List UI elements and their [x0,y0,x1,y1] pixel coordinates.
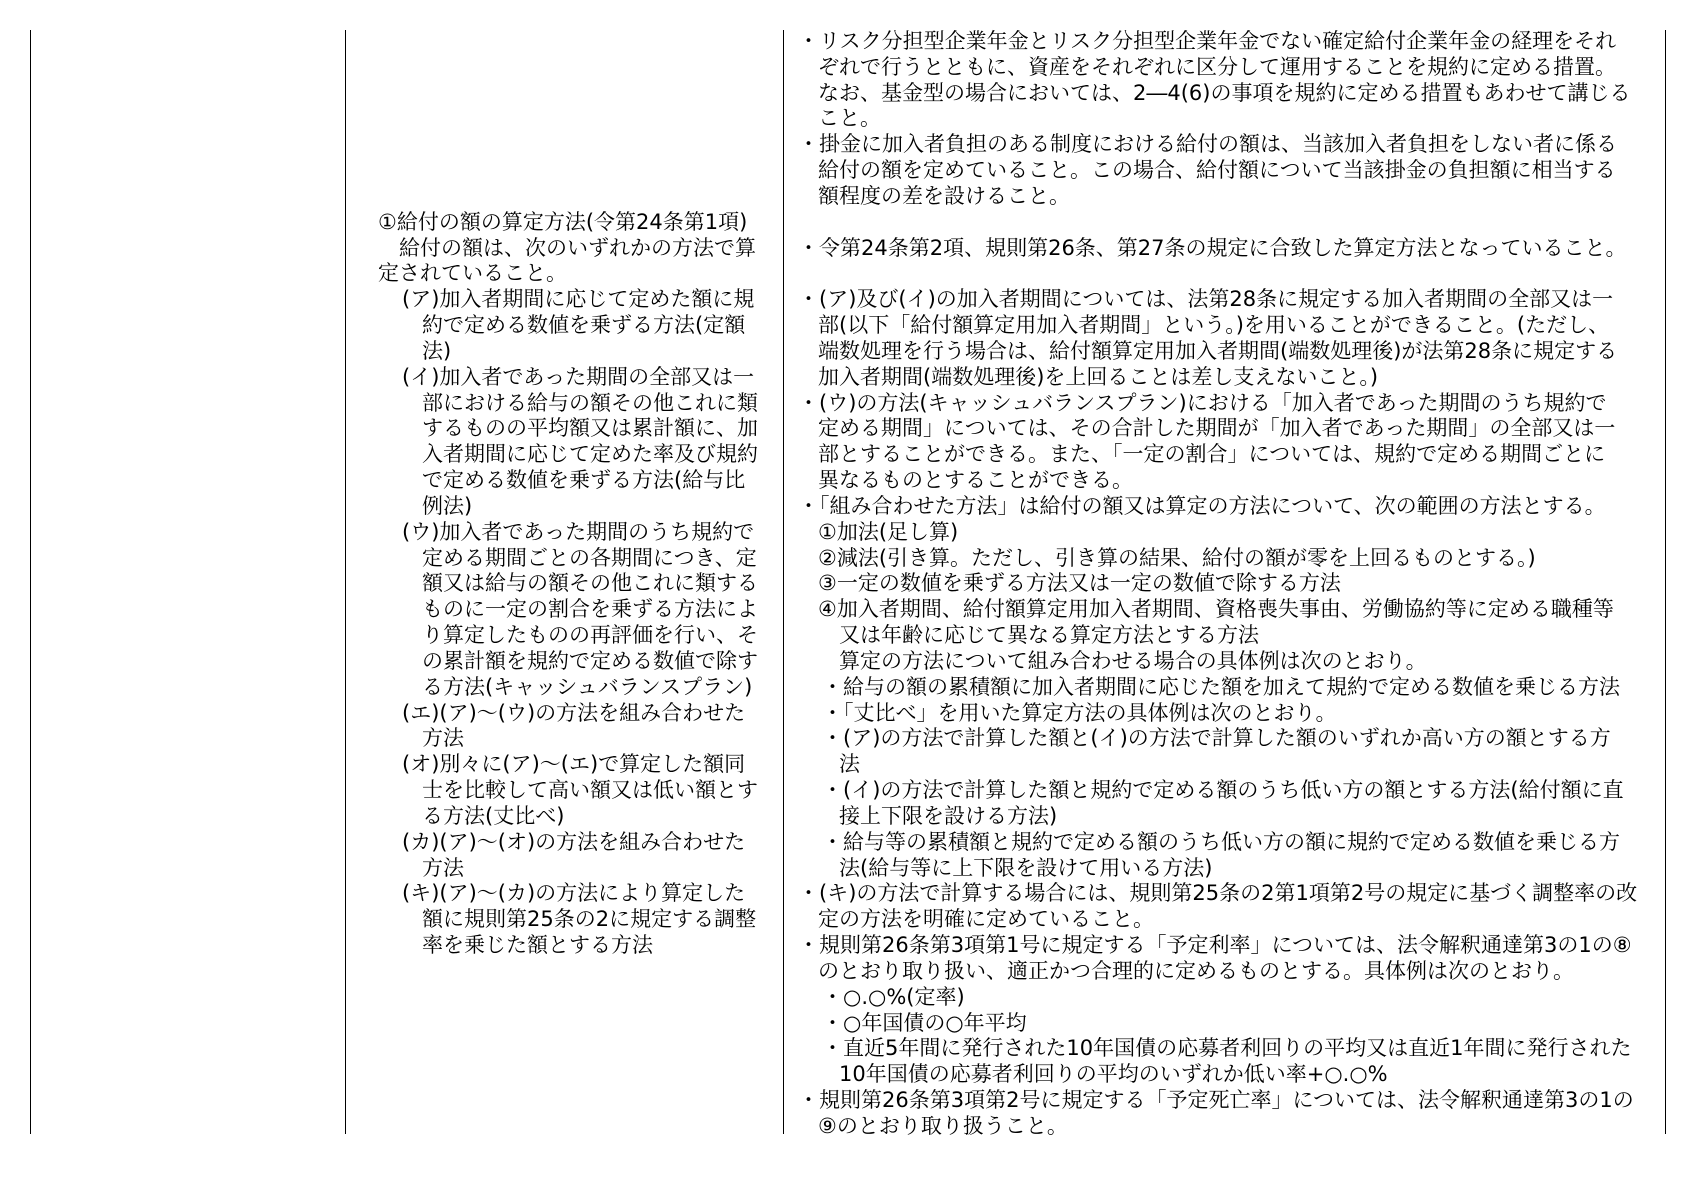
criteria-text-line: 方法 [422,726,464,751]
note-text-line: 部とすることができる。また、「一定の割合」については、規約で定める期間ごとに [818,442,1606,467]
note-text-line: ・(キ)の方法で計算する場合には、規則第25条の2第1項第2号の規定に基づく調整率の改 [798,881,1638,906]
note-text-line: ・規則第26条第3項第2号に規定する「予定死亡率」については、法令解釈通達第3の1の [798,1088,1634,1113]
criteria-text-line: するものの平均額又は累計額に、加 [422,416,758,441]
criteria-text-line: 率を乗じた額とする方法 [422,933,653,958]
note-text-line: ・(ウ)の方法(キャッシュバランスプラン)における「加入者であった期間のうち規約で [798,390,1607,415]
criteria-text-line: 額又は給与の額その他これに類する [422,571,758,596]
note-text-line: こと。 [818,106,881,131]
criteria-text-line: 定める期間ごとの各期間につき、定 [422,545,757,570]
note-text-line: 部(以下「給付額算定用加入者期間」という。)を用いることができること。(ただし、 [818,313,1610,338]
criteria-text-line: 約で定める数値を乗ずる方法(定額 [422,313,746,338]
note-text-line: 又は年齢に応じて異なる算定方法とする方法 [839,623,1259,648]
criteria-text-line: (カ)(ア)～(オ)の方法を組み合わせた [402,829,746,854]
note-text-line: 10年国債の応募者利回りの平均のいずれか低い率+○.○% [839,1062,1388,1087]
note-text-line: ・○年国債の○年平均 [822,1010,1027,1035]
note-text-line: 給付の額を定めていること。この場合、給付額について当該掛金の負担額に相当する [818,158,1616,183]
note-text-line: 定の方法を明確に定めていること。 [818,907,1154,932]
criteria-text-line: 入者期間に応じて定めた率及び規約 [422,442,758,467]
criteria-text-line: で定める数値を乗ずる方法(給与比 [422,468,746,493]
note-text-line: ・掛金に加入者負担のある制度における給付の額は、当該加入者負担をしない者に係る [798,132,1617,157]
criteria-text-line: り算定したものの再評価を行い、そ [422,623,758,648]
table-border-right [1665,30,1666,1134]
note-text-line: のとおり取り扱い、適正かつ合理的に定めるものとする。具体例は次のとおり。 [818,958,1574,983]
criteria-text-line: 例法) [422,493,473,518]
note-text-line: ・(ア)及び(イ)の加入者期間については、法第28条に規定する加入者期間の全部又は一 [798,287,1614,312]
note-text-line: ・直近5年間に発行された10年国債の応募者利回りの平均又は直近1年間に発行された [822,1036,1632,1061]
note-text-line: 加入者期間(端数処理後)を上回ることは差し支えないこと。) [818,364,1379,389]
criteria-text-line: の累計額を規約で定める数値で除す [422,648,758,673]
criteria-text-line: る方法(丈比べ) [422,803,565,828]
note-text-line: 定める期間」については、その合計した期間が「加入者であった期間」の全部又は一 [818,416,1616,441]
note-text-line: 額程度の差を設けること。 [818,183,1070,208]
note-text-line: 端数処理を行う場合は、給付額算定用加入者期間(端数処理後)が法第28条に規定する [818,338,1618,363]
criteria-text-line: 額に規則第25条の2に規定する調整 [422,907,757,932]
criteria-text-line: ものに一定の割合を乗ずる方法によ [422,597,758,622]
note-text-line: ①加法(足し算) [818,519,959,544]
note-text-line: 法(給与等に上下限を設けて用いる方法) [839,855,1213,880]
note-text-line: ・リスク分担型企業年金とリスク分担型企業年金でない確定給付企業年金の経理をそれ [798,29,1617,53]
note-text-line: 接上下限を設ける方法) [839,803,1058,828]
criteria-text-line: 方法 [422,855,464,880]
criteria-text-line: (ア)加入者期間に応じて定めた額に規 [402,287,755,312]
note-text-line: ・給与の額の累積額に加入者期間に応じた額を加えて規約で定める数値を乗じる方法 [822,674,1620,699]
note-text-line: ぞれで行うとともに、資産をそれぞれに区分して運用することを規約に定める措置。 [818,54,1616,79]
criteria-text-line: 給付の額は、次のいずれかの方法で算 [378,235,756,260]
note-text-line: ・「組み合わせた方法」は給付の額又は算定の方法について、次の範囲の方法とする。 [798,493,1606,518]
note-text-line: ・給与等の累積額と規約で定める額のうち低い方の額に規約で定める数値を乗じる方 [822,829,1620,854]
note-text-line: ③一定の数値を乗ずる方法又は一定の数値で除する方法 [818,571,1341,596]
criteria-text-line: (エ)(ア)～(ウ)の方法を組み合わせた [402,700,746,725]
criteria-text-line: ①給付の額の算定方法(令第24条第1項) [378,209,748,234]
criteria-text-line: 士を比較して高い額又は低い額とす [422,778,758,803]
table-column-divider-1 [345,30,346,1134]
note-text-line: なお、基金型の場合においては、2―4(6)の事項を規約に定める措置もあわせて講じる [818,80,1631,105]
note-text-line: ・○.○%(定率) [822,984,965,1009]
criteria-text-line: る方法(キャッシュバランスプラン) [422,674,753,699]
note-text-line: 算定の方法について組み合わせる場合の具体例は次のとおり。 [839,648,1427,673]
criteria-text-line: 法) [422,338,452,363]
note-text-line: ・「丈比べ」を用いた算定方法の具体例は次のとおり。 [822,700,1337,725]
note-text-line: ②減法(引き算。ただし、引き算の結果、給付の額が零を上回るものとする。) [818,545,1536,570]
note-text-line: 異なるものとすることができる。 [818,468,1133,493]
note-text-line: ⑨のとおり取り扱うこと。 [818,1113,1068,1138]
table-column-divider-2 [783,30,784,1134]
criteria-text-line: (ウ)加入者であった期間のうち規約で [402,519,755,544]
note-text-line: ・規則第26条第3項第1号に規定する「予定利率」については、法令解釈通達第3の1の⑧ [798,933,1632,958]
note-text-line: ・(ア)の方法で計算した額と(イ)の方法で計算した額のいずれか高い方の額とする方 [822,726,1611,751]
criteria-text-line: 定されていること。 [378,261,567,286]
criteria-text-line: 部における給与の額その他これに類 [422,390,758,415]
note-text-line: 法 [839,752,860,777]
table-border-left [30,30,31,1134]
note-text-line: ・令第24条第2項、規則第26条、第27条の規定に合致した算定方法となっていること。 [798,235,1627,260]
note-text-line: ・(イ)の方法で計算した額と規約で定める額のうち低い方の額とする方法(給付額に直 [822,778,1624,803]
note-text-line: ④加入者期間、給付額算定用加入者期間、資格喪失事由、労働協約等に定める職種等 [818,597,1614,622]
criteria-text-line: (オ)別々に(ア)～(エ)で算定した額同 [402,752,746,777]
criteria-text-line: (イ)加入者であった期間の全部又は一 [402,364,755,389]
criteria-text-line: (キ)(ア)～(カ)の方法により算定した [402,881,746,906]
